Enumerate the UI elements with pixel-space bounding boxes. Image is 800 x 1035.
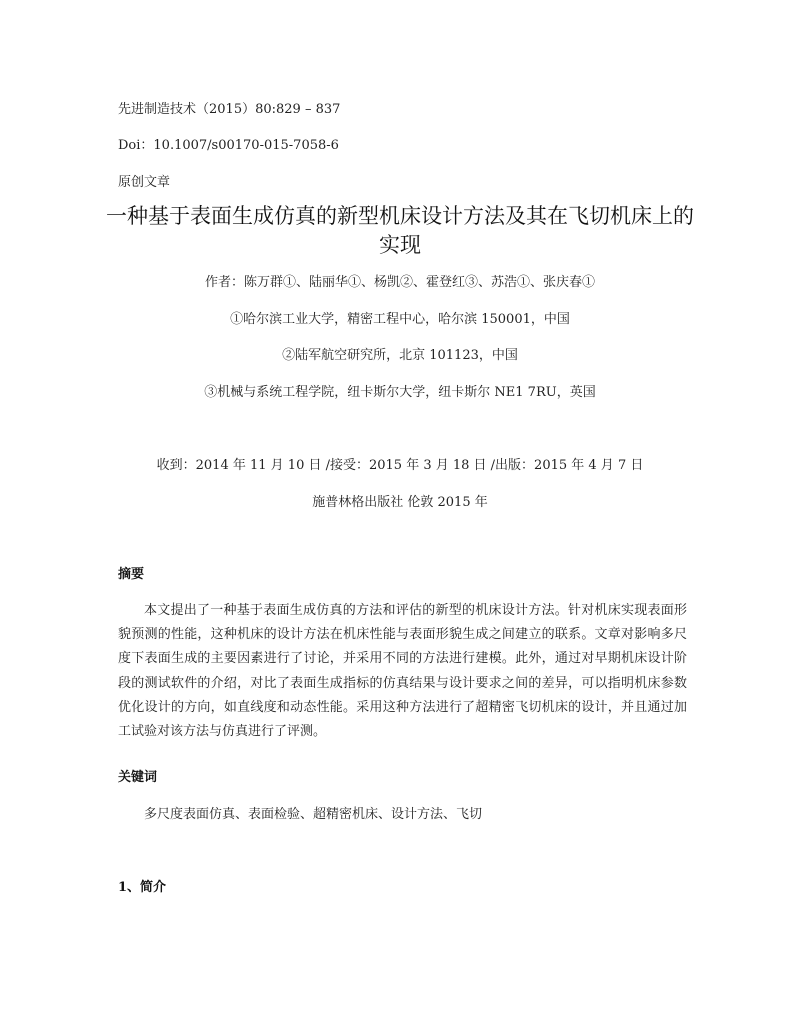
- author-list: 作者：陈万群①、陆丽华①、杨凯②、霍登红③、苏浩①、张庆春①: [204, 275, 595, 290]
- keywords-heading: 关键词: [118, 770, 158, 785]
- abstract-heading: 摘要: [118, 567, 145, 582]
- publication-dates: 收到：2014 年 11 月 10 日 /接受：2015 年 3 月 18 日 /出版：2015 年 4 月 7 日: [156, 458, 644, 473]
- affiliation-1: ①哈尔滨工业大学，精密工程中心，哈尔滨 150001，中国: [230, 312, 570, 327]
- affiliation-2: ②陆军航空研究所，北京 101123，中国: [282, 348, 518, 363]
- section-heading-introduction: 1、简介: [118, 880, 167, 895]
- abstract-text: 本文提出了一种基于表面生成仿真的方法和评估的新型的机床设计方法。针对机床实现表面形貌预测的性能，这种机床的设计方法在机床性能与表面形貌生成之间建立的联系。文章对影响多尺度下表面生成的主要因素进行了讨论，并采用不同的方法进行建模。此外，通过对早期机床设计阶段的测试软件的介绍，对比了表面生成指标的仿真结果与设计要求之间的差异，可以指明机床参数优化设计的方向，如直线度和动态性能。采用这种方法进行了超精密飞切机床的设计，并且通过加工试验对该方法与仿真进行了评测。: [118, 603, 687, 740]
- affiliation-3: ③机械与系统工程学院，纽卡斯尔大学，纽卡斯尔 NE1 7RU，英国: [204, 385, 596, 400]
- article-type: 原创文章: [118, 175, 171, 190]
- keywords-text: 多尺度表面仿真、表面检验、超精密机床、设计方法、飞切: [144, 807, 483, 822]
- journal-citation: 先进制造技术（2015）80:829 – 837: [118, 102, 341, 117]
- doi-line: Doi：10.1007/s00170-015-7058-6: [118, 138, 339, 153]
- publisher-line: 施普林格出版社 伦敦 2015 年: [312, 495, 488, 510]
- paper-title: 一种基于表面生成仿真的新型机床设计方法及其在飞切机床上的实现: [106, 204, 694, 257]
